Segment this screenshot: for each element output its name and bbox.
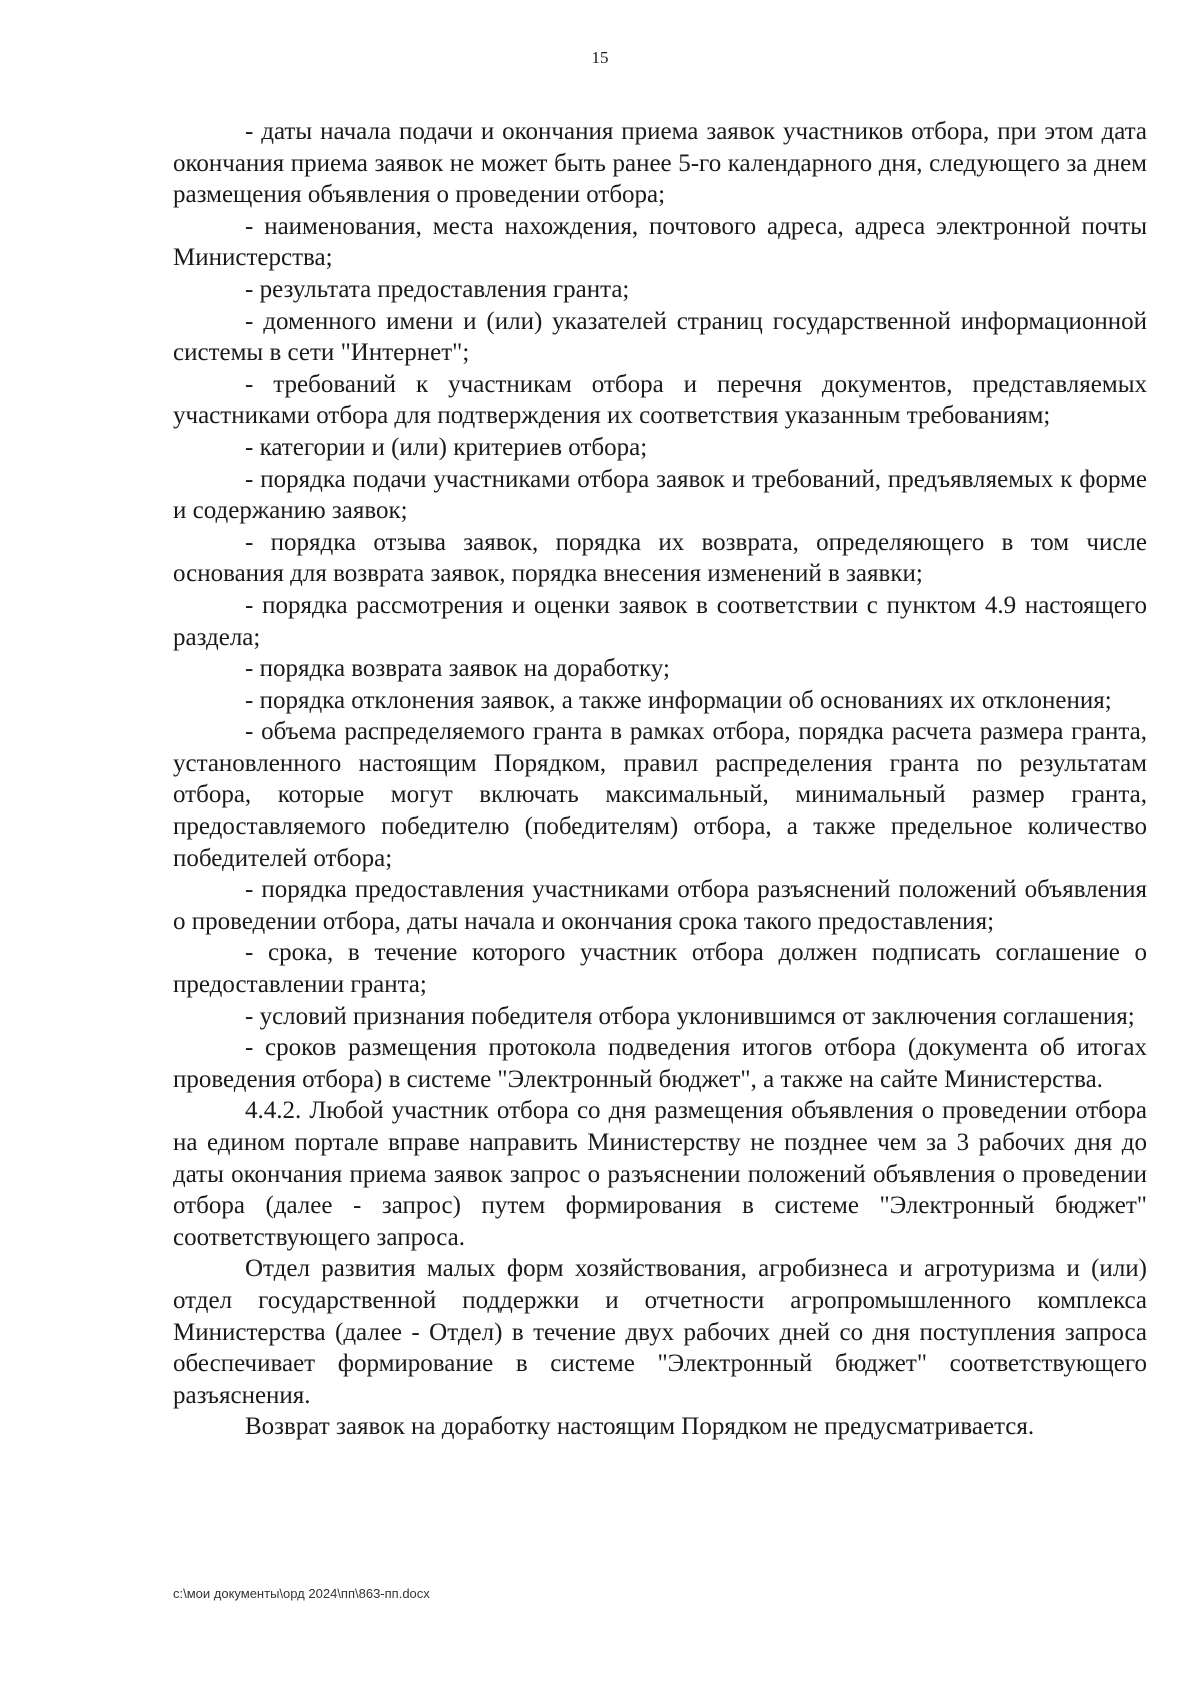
- document-body: [173, 116, 1147, 1443]
- paragraph: - наименования, места нахождения, почтового адреса, адреса электронной почты Министерства;: [173, 212, 1147, 272]
- paragraph: - даты начала подачи и окончания приема заявок участников отбора, при этом дата окончания приема заявок не может быть ранее 5-го календарного дня, следующего за днем размещения объявления о проведении отбора;: [173, 118, 1147, 209]
- paragraph: - условий признания победителя отбора уклонившимся от заключения соглашения;: [245, 1002, 1135, 1030]
- paragraph: Отдел развития малых форм хозяйствования, агробизнеса и агротуризма и (или) отдел государственной поддержки и отчетности агропромышленного комплекса Министерства (далее - Отдел) в течение двух рабочих дней со дня поступления запроса обеспечивает формирование в системе "Электронный бюджет" соответствующего разъяснения.: [173, 1255, 1147, 1409]
- paragraph: - результата предоставления гранта;: [245, 275, 630, 303]
- paragraph: - порядка отклонения заявок, а также информации об основаниях их отклонения;: [245, 686, 1112, 714]
- page-number: 15: [591, 48, 609, 67]
- paragraph: - категории и (или) критериев отбора;: [245, 433, 648, 461]
- paragraph: - объема распределяемого гранта в рамках отбора, порядка расчета размера гранта, установленного настоящим Порядком, правил распределения гранта по результатам отбора, которые могут включать максимальный, минимальный размер гранта, предоставляемого победителю (победителям) отбора, а также предельное количество победителей отбора;: [173, 718, 1147, 872]
- footer-file-path: c:\мои документы\орд 2024\пп\863-пп.docx: [173, 1586, 430, 1601]
- paragraph: - порядка отзыва заявок, порядка их возврата, определяющего в том числе основания для возврата заявок, порядка внесения изменений в заявки;: [173, 528, 1147, 588]
- paragraph: Возврат заявок на доработку настоящим Порядком не предусматривается.: [245, 1413, 1035, 1441]
- paragraph: - сроков размещения протокола подведения итогов отбора (документа об итогах проведения отбора) в системе "Электронный бюджет", а также на сайте Министерства.: [173, 1034, 1147, 1093]
- paragraph: - срока, в течение которого участник отбора должен подписать соглашение о предоставлении гранта;: [173, 939, 1147, 999]
- paragraph: - требований к участникам отбора и перечня документов, представляемых участниками отбора для подтверждения их соответствия указанным требованиям;: [173, 370, 1147, 430]
- paragraph: - порядка подачи участниками отбора заявок и требований, предъявляемых к форме и содержанию заявок;: [173, 465, 1147, 525]
- paragraph: - порядка рассмотрения и оценки заявок в соответствии с пунктом 4.9 настоящего раздела;: [173, 591, 1147, 651]
- paragraph: 4.4.2. Любой участник отбора со дня размещения объявления о проведении отбора на едином портале вправе направить Министерству не позднее чем за 3 рабочих дня до даты окончания приема заявок запрос о разъяснении положений объявления о проведении отбора (далее - запрос) путем формирования в системе "Электронный бюджет" соответствующего запроса.: [173, 1097, 1147, 1251]
- paragraph: - порядка возврата заявок на доработку;: [245, 655, 670, 683]
- paragraph: - порядка предоставления участниками отбора разъяснений положений объявления о проведении отбора, даты начала и окончания срока такого предоставления;: [173, 876, 1147, 935]
- paragraph: - доменного имени и (или) указателей страниц государственной информационной системы в сети "Интернет";: [173, 307, 1147, 367]
